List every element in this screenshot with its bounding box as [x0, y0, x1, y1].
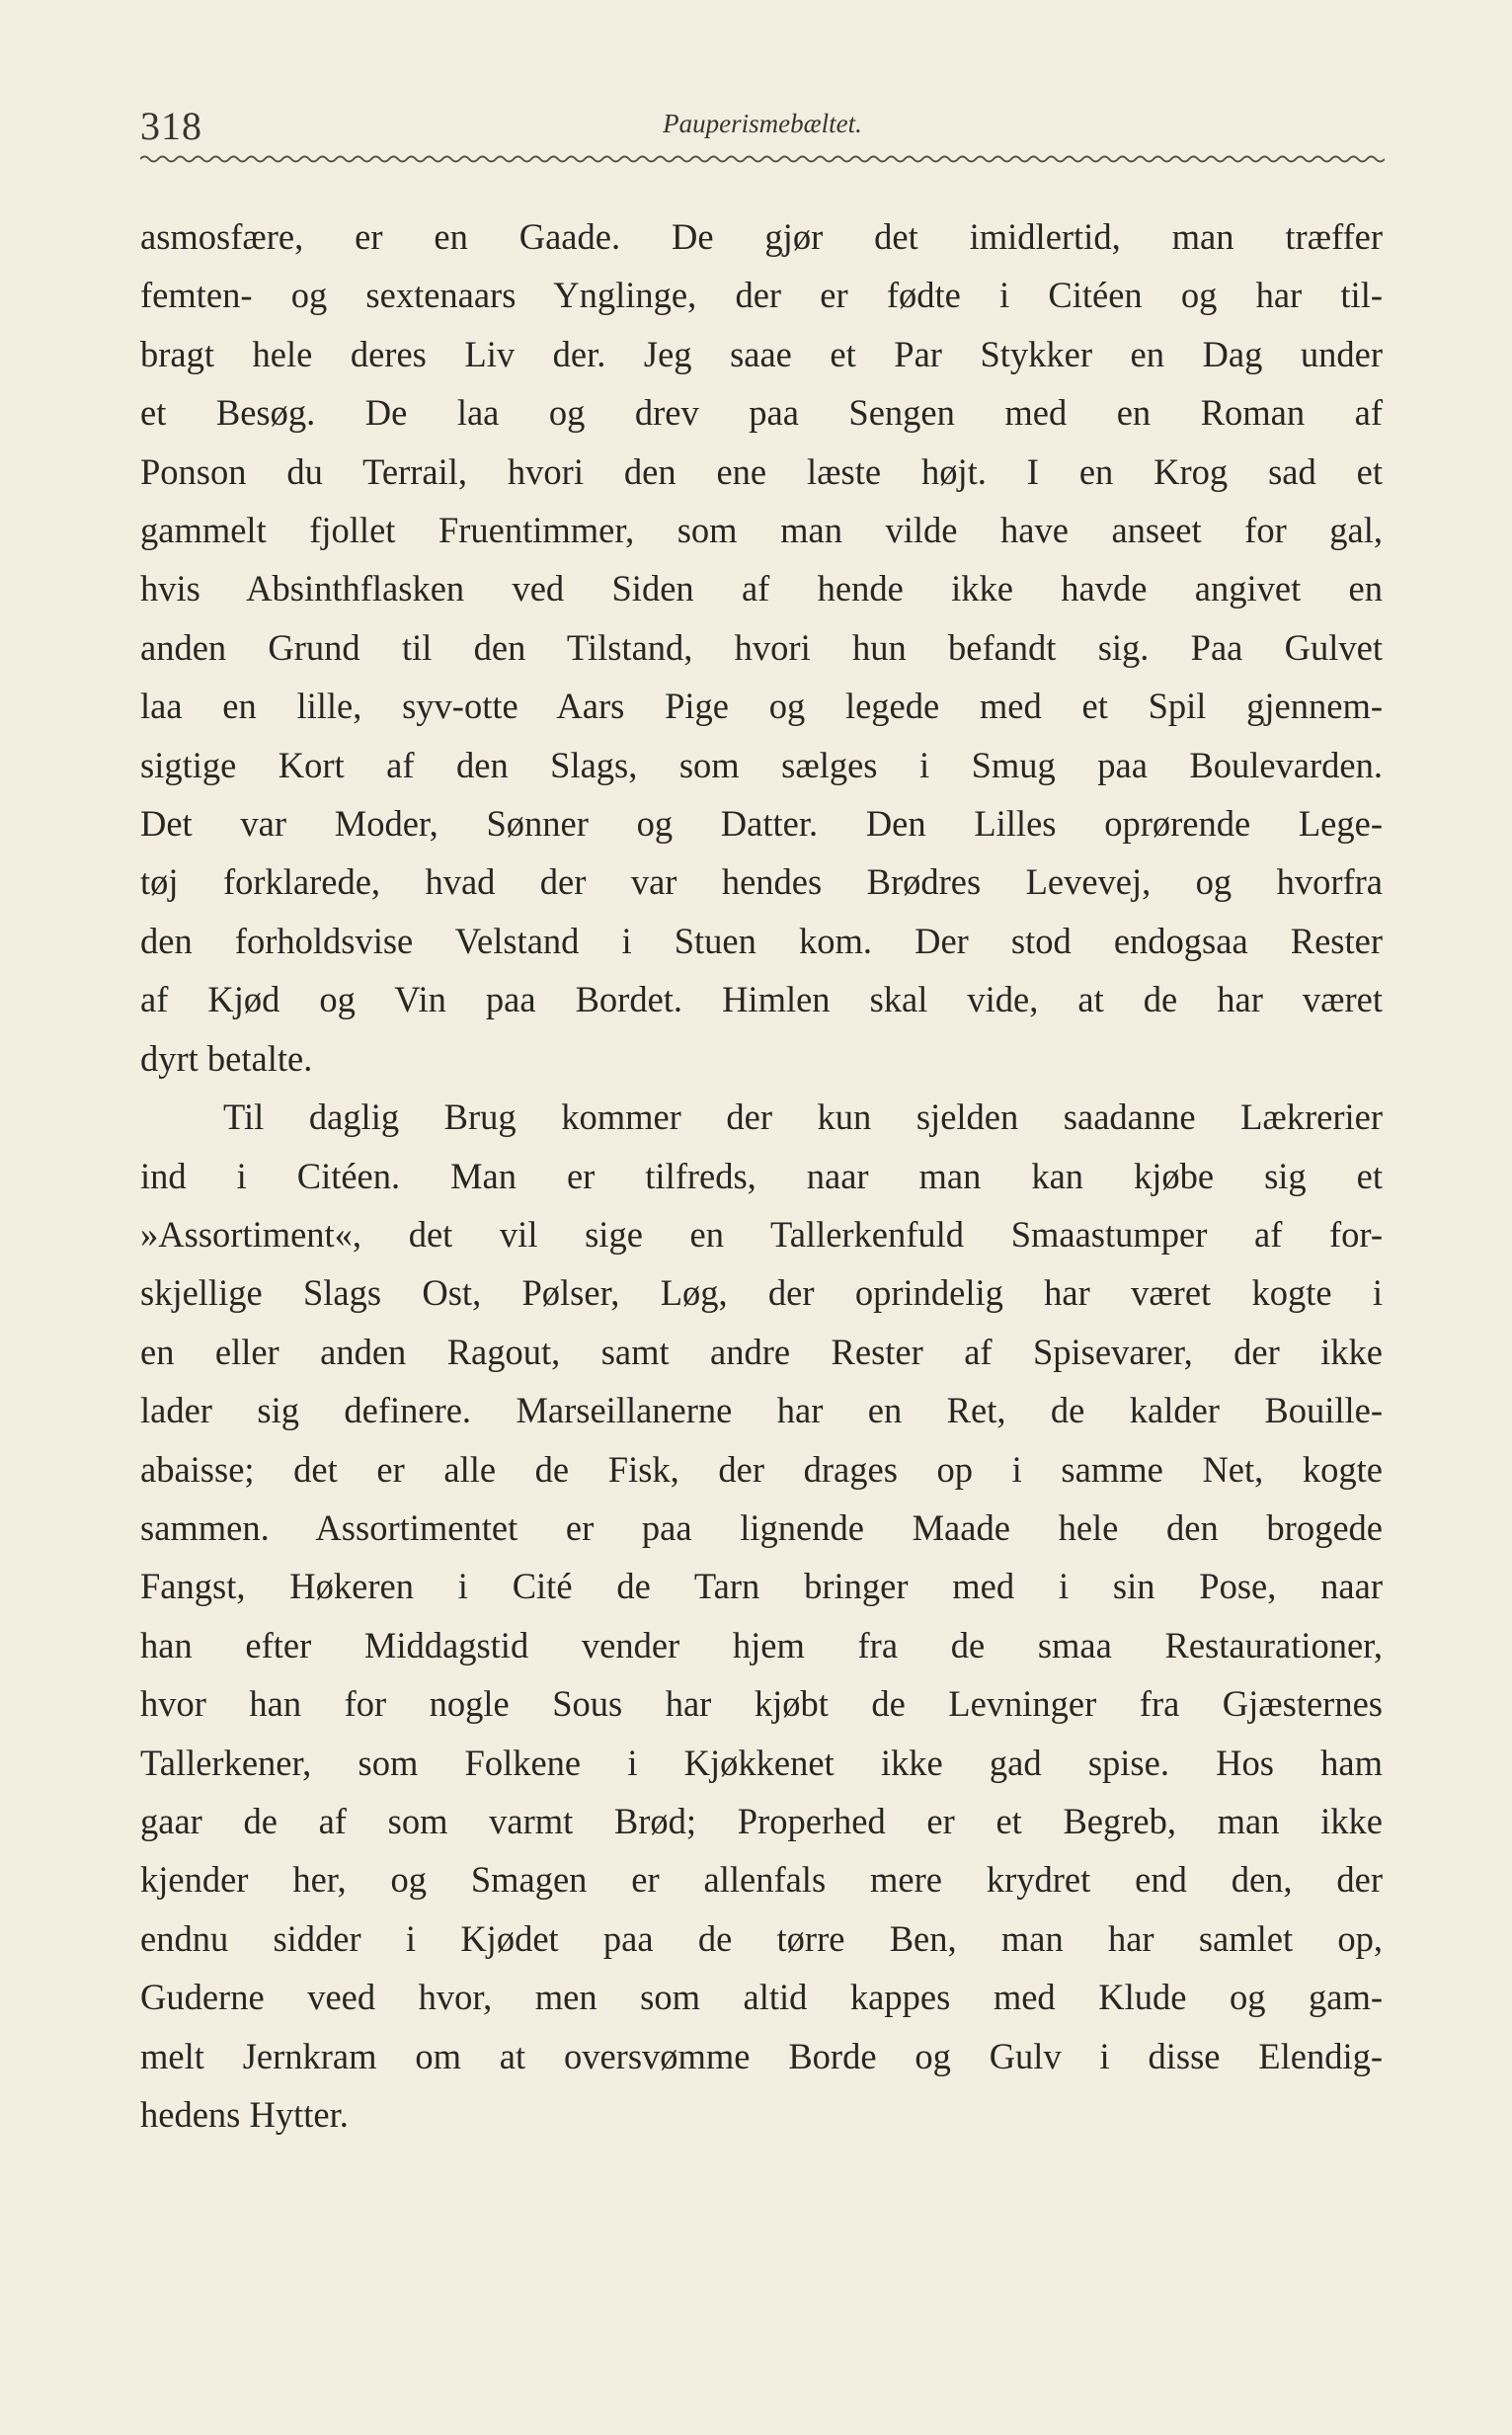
- page-number: 318: [140, 104, 202, 148]
- running-title: Pauperismebæltet.: [663, 109, 862, 138]
- text-line: laa en lille, syv-otte Aars Pige og legede med et Spil gjennem-: [140, 686, 1383, 727]
- text-line: ind i Citéen. Man er tilfreds, naar man kan kjøbe sig et: [140, 1155, 1383, 1196]
- text-line: af Kjød og Vin paa Bordet. Himlen skal vide, at de har været: [140, 979, 1383, 1020]
- text-line: tøj forklarede, hvad der var hendes Brødres Levevej, og hvorfra: [140, 861, 1383, 903]
- text-line: han efter Middagstid vender hjem fra de smaa Restaurationer,: [140, 1624, 1383, 1665]
- text-line: sigtige Kort af den Slags, som sælges i Smug paa Boulevarden.: [140, 744, 1383, 785]
- body-text: [140, 207, 1383, 2144]
- text-line: bragt hele deres Liv der. Jeg saae et Par Stykker en Dag under: [140, 333, 1383, 374]
- text-line: lader sig definere. Marseillanerne har en Ret, de kalder Bouille-: [140, 1390, 1383, 1431]
- paragraph-1: [140, 207, 1383, 1088]
- text-line: femten- og sextenaars Ynglinge, der er fødte i Citéen og har til-: [140, 275, 1383, 316]
- text-line: hedens Hytter.: [140, 2094, 349, 2135]
- text-line: kjender her, og Smagen er allenfals mere krydret end den, der: [140, 1859, 1383, 1901]
- text-line: abaisse; det er alle de Fisk, der drages op i samme Net, kogte: [140, 1448, 1383, 1490]
- text-line: hvis Absinthflasken ved Siden af hende ikke havde angivet en: [140, 568, 1383, 609]
- text-line: endnu sidder i Kjødet paa de tørre Ben, man har samlet op,: [140, 1917, 1383, 1959]
- paragraph-2: [140, 1088, 1383, 2144]
- text-line: anden Grund til den Tilstand, hvori hun befandt sig. Paa Gulvet: [140, 626, 1383, 668]
- text-line: hvor han for nogle Sous har kjøbt de Levninger fra Gjæsternes: [140, 1683, 1383, 1725]
- text-line: gaar de af som varmt Brød; Properhed er et Begreb, man ikke: [140, 1800, 1383, 1841]
- text-line: et Besøg. De laa og drev paa Sengen med en Roman af: [140, 392, 1383, 434]
- text-line: Til daglig Brug kommer der kun sjelden saadanne Lækrerier: [223, 1096, 1383, 1138]
- text-line: Ponson du Terrail, hvori den ene læste højt. I en Krog sad et: [140, 450, 1383, 492]
- text-line: gammelt fjollet Fruentimmer, som man vilde have anseet for gal,: [140, 510, 1383, 551]
- text-line: asmosfære, er en Gaade. De gjør det imidlertid, man træffer: [140, 216, 1383, 257]
- text-line: Fangst, Høkeren i Cité de Tarn bringer med i sin Pose, naar: [140, 1566, 1383, 1607]
- text-line: melt Jernkram om at oversvømme Borde og Gulv i disse Elendig-: [140, 2035, 1383, 2076]
- text-line: Det var Moder, Sønner og Datter. Den Lilles oprørende Lege-: [140, 803, 1383, 845]
- text-line: Tallerkener, som Folkene i Kjøkkenet ikke gad spise. Hos ham: [140, 1742, 1383, 1783]
- text-line: den forholdsvise Velstand i Stuen kom. Der stod endogsaa Rester: [140, 920, 1383, 961]
- text-line: dyrt betalte.: [140, 1037, 313, 1079]
- text-line: skjellige Slags Ost, Pølser, Løg, der oprindelig har været kogte i: [140, 1272, 1383, 1314]
- text-line: en eller anden Ragout, samt andre Rester af Spisevarer, der ikke: [140, 1331, 1383, 1372]
- text-line: Guderne veed hvor, men som altid kappes med Klude og gam-: [140, 1977, 1383, 2018]
- text-line: sammen. Assortimentet er paa lignende Maade hele den brogede: [140, 1506, 1383, 1548]
- text-line: »Assortiment«, det vil sige en Tallerkenfuld Smaastumper af for-: [140, 1213, 1383, 1255]
- wavy-rule-ornament: [140, 148, 1385, 170]
